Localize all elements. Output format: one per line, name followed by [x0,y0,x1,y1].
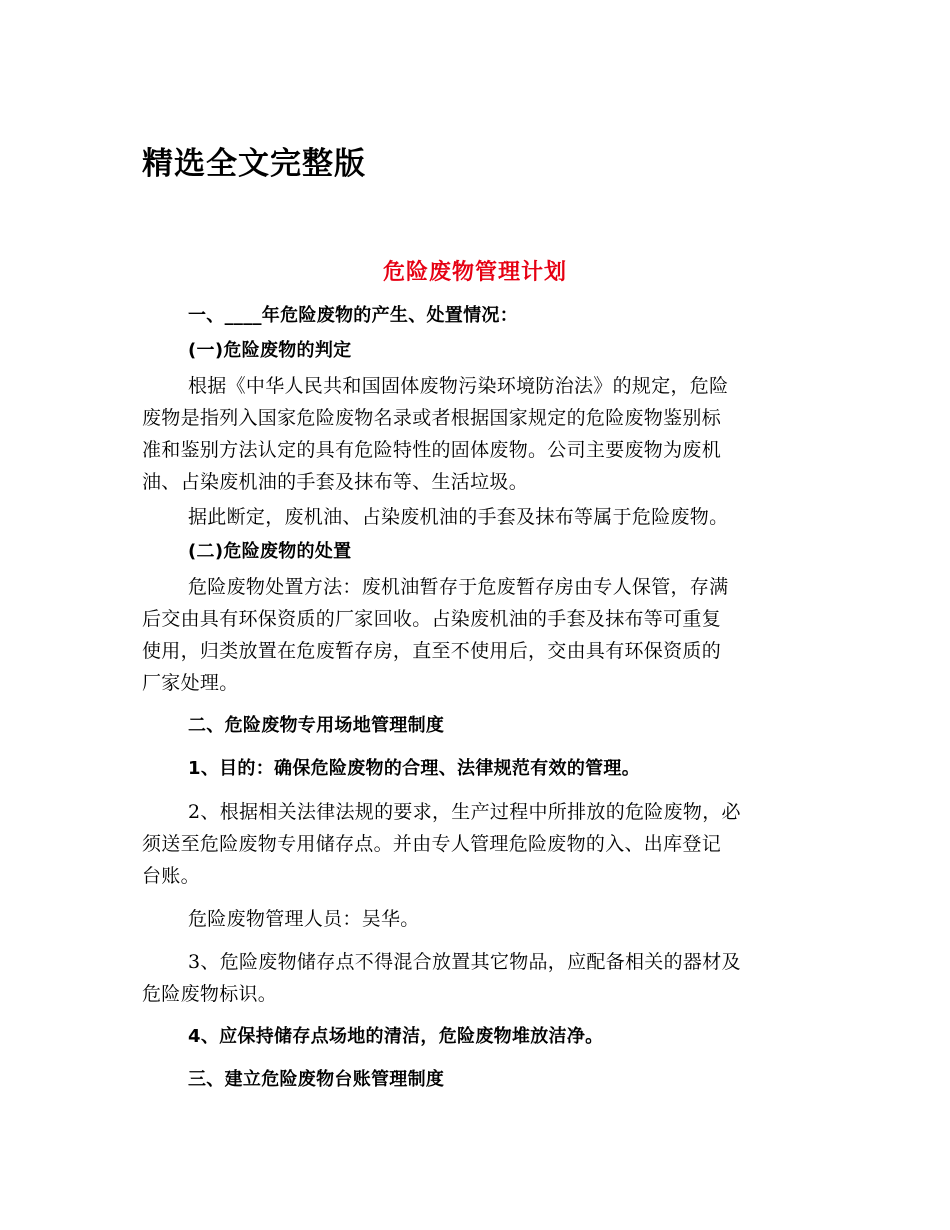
paragraph-line: 准和鉴别方法认定的具有危险特性的固体废物。公司主要废物为废机 [142,439,722,461]
paragraph-line: 4、应保持储存点场地的清洁，危险废物堆放洁净。 [188,1026,604,1047]
paragraph-line: 危险废物处置方法：废机油暂存于危废暂存房由专人保管，存满 [188,576,729,598]
document-body [142,300,810,1096]
paragraph-line: 2、根据相关法律法规的要求，生产过程中所排放的危险废物，必 [188,801,741,823]
paragraph-line: 台账。 [142,865,200,887]
subsection-heading: (一)危险废物的判定 [188,340,352,361]
paragraph-line: 厂家处理。 [142,672,239,694]
paragraph-line: 3、危险废物储存点不得混合放置其它物品，应配备相关的器材及 [188,951,741,973]
section-heading: 一、____年危险废物的产生、处置情况： [188,305,518,326]
paragraph-line: 使用，归类放置在危废暂存房，直至不使用后，交由具有环保资质的 [142,640,722,662]
section-heading: 二、危险废物专用场地管理制度 [188,715,445,736]
subsection-heading: (二)危险废物的处置 [188,541,352,562]
header-title: 精选全文完整版 [142,146,366,182]
paragraph-line: 根据《中华人民共和国固体废物污染环境防治法》的规定，危险 [188,375,729,397]
paragraph-line: 须送至危险废物专用储存点。并由专人管理危险废物的入、出库登记 [142,833,722,855]
paragraph-line: 据此断定，废机油、占染废机油的手套及抹布等属于危险废物。 [188,506,729,528]
paragraph-line: 后交由具有环保资质的厂家回收。占染废机油的手套及抹布等可重复 [142,608,722,630]
section-heading: 三、建立危险废物台账管理制度 [188,1069,445,1090]
paragraph-line: 废物是指列入国家危险废物名录或者根据国家规定的危险废物鉴别标 [142,407,722,429]
paragraph-line: 1、目的：确保危险废物的合理、法律规范有效的管理。 [188,758,641,779]
document-title: 危险废物管理计划 [382,260,567,285]
paragraph-line: 危险废物管理人员：吴华。 [188,908,420,930]
paragraph-line: 危险废物标识。 [142,983,278,1005]
paragraph-line: 油、占染废机油的手套及抹布等、生活垃圾。 [142,471,529,493]
